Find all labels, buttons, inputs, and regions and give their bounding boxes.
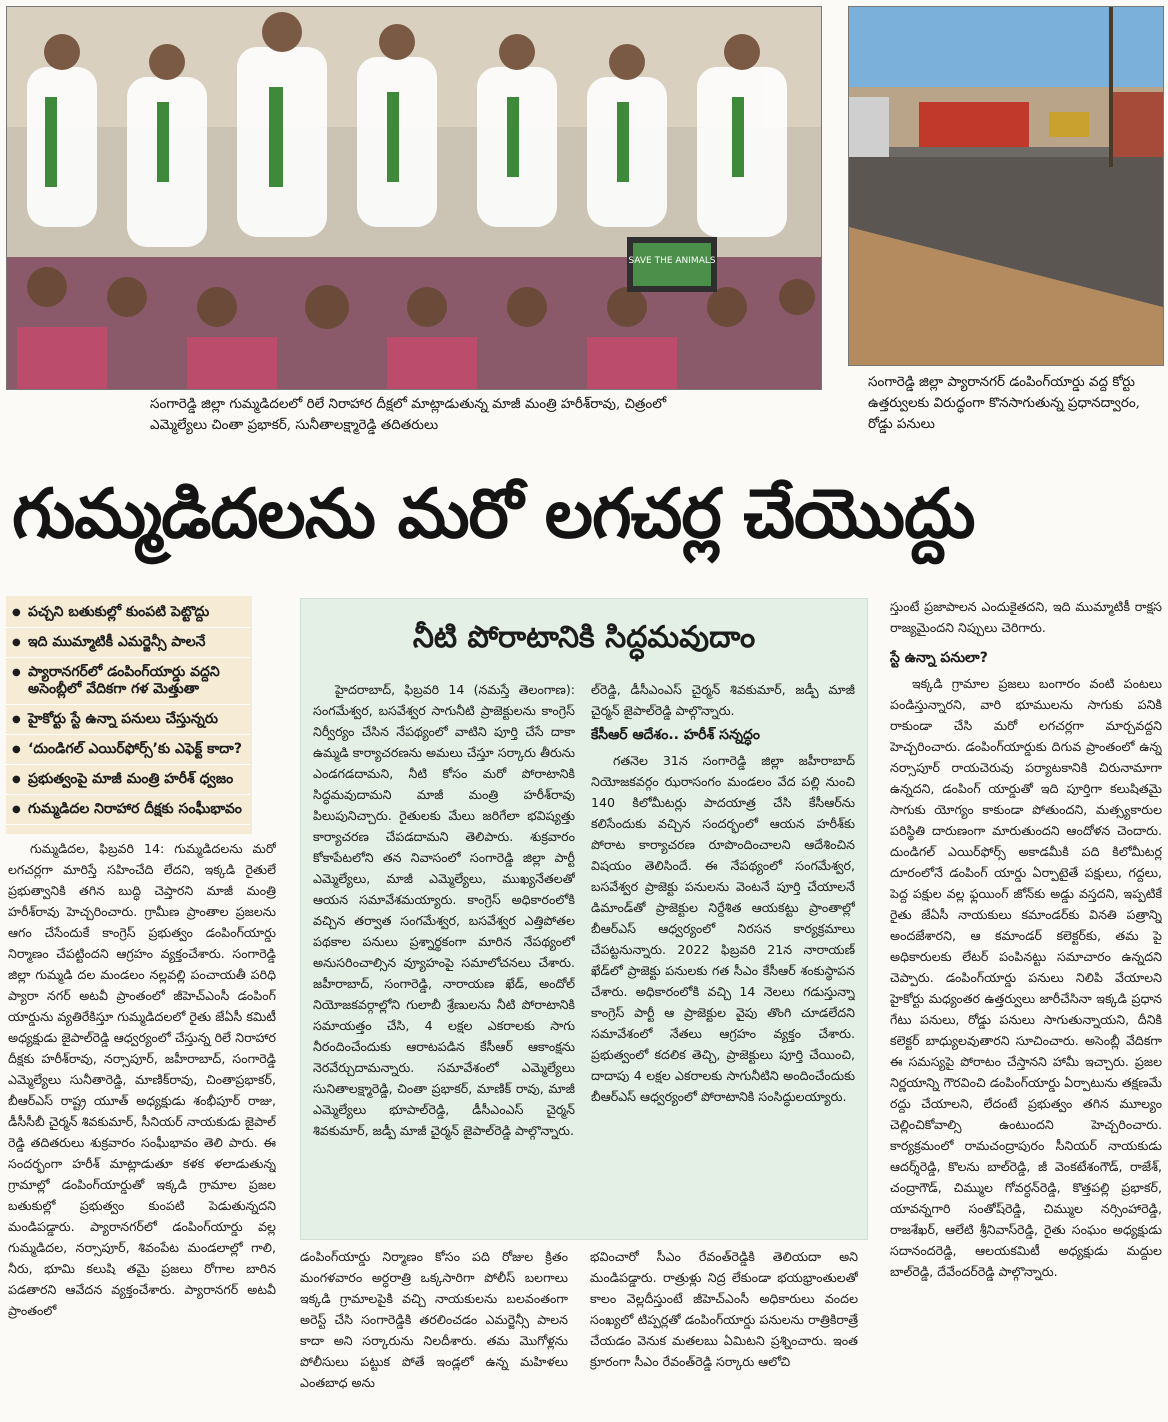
info-box-paragraph: గతనెల 31న సంగారెడ్డి జిల్లా జహీరాబాద్‌ నియోజకవర్గం ఝరాసంగం మండలం వేద పల్లి నుంచి 140 కిలోమీటర్లు పాదయాత్ర చేసి కేసీఆర్‌ను కలిసేందుకు వచ్చిన సందర్భంలో ఆయన హరీశ్‌కు పోరాట కార్యాచరణ రూపొందించాలని ఆదేశించిన విషయం తెలిసిందే. ఈ నేపథ్యంలో సంగమేశ్వర, బసవేశ్వర ప్రాజెక్టు పనులను వెంటనే పూర్తి చేయాలనే డిమాండ్‌తో ప్రాజెక్టుల నిర్దేశిత ఆయకట్టు ప్రాంతాల్లో బీఆర్‌ఎస్‌ ఆధ్వర్యంలో నిరసన కార్యక్రమాలు చేపట్టనున్నారు. 2022 ఫిబ్రవరి 21న నారాయణ్‌ ఖేడ్‌లో ప్రాజెక్టు పనులకు గత సీఎం కేసీఆర్‌ శంకుస్థాపన చేశారు. అధికారంలోకి వచ్చి 14 నెలలు గడుస్తున్నా కాంగ్రెస్‌ పార్టీ ఆ ప్రాజెక్టుల వైపు తొంగి చూడలేదని సమావేశంలో నేతలు ఆగ్రహం వ్యక్తం చేశారు. ప్రభుత్వంలో కదలిక తెచ్చి, ప్రాజెక్టులు పూర్తి చేయించి, దాదాపు 4 లక్షల ఎకరాలకు సాగునీటిని అందించేందుకు బీఆర్‌ఎస్‌ ఆధ్వర్యంలో పోరాటానికి సంసిద్ధులయ్యారు. [591,753,855,1104]
article-paragraph: డంపింగ్‌యార్డు నిర్మాణం కోసం పది రోజుల క్రితం మంగళవారం అర్ధరాత్రి ఒక్కసారిగా పోలీస్‌ బలగాలు ఇక్కడి గ్రామాలపైకి వచ్చి నాయకులను బలవంతంగా అరెస్ట్‌ చేసి సంగారెడ్డికి తరలించడం ఎమర్జెన్సీ పాలన కాదా అని సర్కారును నిలదీశారు. తమ మొగోళ్లను పోలీసులు పట్టుక పోతే ఇండ్లలో ఉన్న మహిళలు ఎంతబాధ అను [300,1249,568,1390]
article-paragraph: భవించారో సీఎం రేవంత్‌రెడ్డికి తెలియదా అని మండిపడ్డారు. రాత్రుళ్లు నిద్ర లేకుండా భయభ్రాంతులతో కాలం వెల్లదీస్తుంటే జీహెచ్‌ఎంసీ అధికారులు వందల సంఖ్యలో టిప్పర్లతో డంపింగ్‌యార్డు పనులను రాత్రికిరాత్రే చేయడం వెనుక మతలబు ఏమిటని ప్రశ్నించారు. ఇంత క్రూరంగా సీఎం రేవంత్‌రెడ్డి సర్కారు ఆలోచి [590,1249,858,1369]
highlight-item: ● ఇది ముమ్మాటికీ ఎమర్జెన్సీ పాలనే [6,628,250,658]
protest-photo [6,6,822,390]
info-box [300,598,868,1240]
article-paragraph: స్తుంటే ప్రజాపాలన ఎందుకైతదని, ఇది ముమ్మాటికీ రాక్షస రాజ్యమైందని నిప్పులు చెరిగారు. [890,599,1162,635]
info-box-column-a [313,679,575,1227]
highlight-item: ● ప్యారానగర్‌లో డంపింగ్‌యార్డు వద్దని అసెంబ్లీలో వేదికగా గళ మెత్తుతా [6,658,250,705]
highlight-item: ● హైకోర్టు స్టే ఉన్నా పనులు చేస్తున్నరు [6,705,250,735]
info-box-column-b [591,679,855,1227]
left-photo-caption: సంగారెడ్డి జిల్లా గుమ్మడిదలలో రిలే నిరాహార దీక్షలో మాట్లాడుతున్న మాజీ మంత్రి హరీశ్‌రావు, చిత్రంలో ఎమ్మెల్యేలు చింతా ప్రభాకర్‌, సునీతాలక్ష్మారెడ్డి తదితరులు [150,396,667,433]
dumping-yard-photo [848,6,1164,366]
dumping-yard-photo-illustration [849,7,1163,365]
highlight-item: ● ‘దుండిగల్‌ ఎయిర్‌ఫోర్స్‌’కు ఎఫెక్ట్‌ కాదా? [6,735,250,765]
highlights-box [6,596,252,834]
article-column-2 [300,1246,568,1416]
article-column-1 [8,838,276,1416]
info-box-title: నీటి పోరాటానికి సిద్ధమవుదాం [412,620,756,655]
info-box-intro: ల్‌రెడ్డి, డీసీఎంఎస్‌ చైర్మన్‌ శివకుమార్‌, జడ్పీ మాజీ చైర్మన్‌ జైపాల్‌రెడ్డి పాల్గొన్నారు. [591,682,855,718]
info-box-paragraph: హైదరాబాద్‌, ఫిబ్రవరి 14 (నమస్తే తెలంగాణ): సంగమేశ్వర, బసవేశ్వర సాగునీటి ప్రాజెక్టులను కాంగ్రెస్‌ నిర్వీర్యం చేసిన నేపథ్యంలో వాటిని పూర్తి చేసే దాకా ఉమ్మడి కార్యాచరణను అమలు చేస్తూ సర్కారు తీరును ఎండగడదామని, నీటి కోసం మరో పోరాటానికి సిద్ధమవుదామని మాజీ మంత్రి హరీశ్‌రావు పిలుపునిచ్చారు. రైతులకు మేలు జరిగేలా భవిష్యత్తు కార్యాచరణ చేపడదామని తెలిపారు. శుక్రవారం కోకాపేటలోని తన నివాసంలో సంగారెడ్డి జిల్లా పార్టీ ఎమ్మెల్యేలు, మాజీ ఎమ్మెల్యేలు, ముఖ్యనేతలతో ఆయన సమావేశమయ్యారు. కాంగ్రెస్‌ అధికారంలోకి వచ్చిన తర్వాత సంగమేశ్వర, బసవేశ్వర ఎత్తిపోతల పథకాల పనులు ప్రశ్నార్థకంగా మారిన నేపథ్యంలో అనుసరించాల్సిన వ్యూహంపై సమాలోచనలు చేశారు. జహీరాబాద్‌, సంగారెడ్డి, నారాయణ ఖేడ్‌, అందోల్‌ నియోజకవర్గాల్లోని గులాబీ శ్రేణులను నీటి పోరాటానికి సమాయత్తం చేసి, 4 లక్షల ఎకరాలకు సాగు నీరందించేందుకు ఆరాటపడిన కేసీఆర్‌ ఆకాంక్షను నెరవేర్చుదామన్నారు. సమావేశంలో ఎమ్మెల్యేలు సునితాలక్ష్మారెడ్డి, చింతా ప్రభాకర్‌, మాణిక్‌ రావు, మాజీ ఎమ్మెల్యేలు భూపాల్‌రెడ్డి, డీసీఎంఎస్‌ చైర్మన్‌ శివకుమార్‌, జడ్పీ మాజీ చైర్మన్‌ జైపాల్‌రెడ్డి పాల్గొన్నారు. [313,682,575,1138]
protest-photo-illustration [7,7,821,389]
info-box-subhead: కేసీఆర్‌ ఆదేశం.. హరీశ్‌ సన్నద్ధం [591,727,760,743]
right-photo-caption: సంగారెడ్డి జిల్లా ప్యారానగర్‌ డంపింగ్‌యార్డు వద్ద కోర్టు ఉత్తర్వులకు విరుద్ధంగా కొనసాగుతున్న ప్రధానద్వారం, రోడ్డు పనులు [868,374,1140,432]
placard-text: SAVE THE ANIMALS [628,256,716,266]
article-paragraph: గుమ్మడిదల, ఫిబ్రవరి 14: గుమ్మడిదలను మరో లగచర్లగా మారిస్తే సహించేది లేదని, ఇక్కడి రైతులే ప్రభుత్వానికి తగిన బుద్ధి చెప్తారని మాజీ మంత్రి హరీశ్‌రావు హెచ్చరించారు. గ్రామీణ ప్రాంతాల ప్రజలను ఆగం చేసేందుకే కాంగ్రెస్‌ ప్రభుత్వం డంపింగ్‌యార్డు నిర్మాణం చేపట్టిందని ఆగ్రహం వ్యక్తంచేశారు. సంగారెడ్డి జిల్లా గుమ్మడి దల మండలం నల్లవల్లి పంచాయతీ పరిధి ప్యారా నగర్‌ అటవీ ప్రాంతంలో జీహెచ్‌ఎంసీ డంపింగ్‌ యార్డును వ్యతిరేకిస్తూ గుమ్మడిదలలో రైతు జేఏసీ కమిటీ అధ్యక్షుడు జైపాల్‌రెడ్డి ఆధ్వర్యంలో చేస్తున్న రిలే నిరాహార దీక్షకు హరీశ్‌రావు, నర్సాపూర్‌, జహీరాబాద్‌, సంగారెడ్డి ఎమ్మెల్యేలు సునీతారెడ్డి, మాణిక్‌రావు, చింతాప్రభాకర్‌, బీఆర్‌ఎస్‌ రాష్ట్ర యూత్‌ అధ్యక్షుడు శంభీపూర్‌ రాజు, డీసీసీబీ చైర్మన్‌ శివకుమార్‌, సీనియర్‌ నాయకుడు జైపాల్‌ రెడ్డి తదితరులు శుక్రవారం సంఘీభావం తెలి పారు. ఈ సందర్భంగా హరీశ్‌ మాట్లాడుతూ కళక ళలాడుతున్న గ్రామాల్లో డంపింగ్‌యార్డుతో ఇక్కడి గ్రామాల ప్రజల బతుకుల్లో ప్రభుత్వం కుంపటి పెడుతున్నదని మండిపడ్డారు. ప్యారానగర్‌లో డంపింగ్‌యార్డు వల్ల గుమ్మడిదల, నర్సాపూర్‌, శివంపేట మండలాల్లో గాలి, నీరు, భూమి కలుషి తమై ప్రజలు రోగాల బారిన పడతారని ఆవేదన వ్యక్తంచేశారు. ప్యారానగర్‌ అటవీ ప్రాంతంలో [8,841,276,1318]
article-column-4 [890,596,1162,1416]
column-subhead: స్టే ఉన్నా పనులా? [890,650,988,666]
headline: గుమ్మడిదలను మరో లగచర్ల చేయొద్దు [12,475,975,554]
highlight-item: ● పచ్చని బతుకుల్లో కుంపటి పెట్టొద్దు [6,598,250,628]
article-column-3 [590,1246,858,1416]
highlight-item: ● ప్రభుత్వంపై మాజీ మంత్రి హరీశ్‌ ధ్వజం [6,765,250,795]
article-paragraph: ఇక్కడి గ్రామాల ప్రజలు బంగారం వంటి పంటలు పండిస్తున్నారని, వారి భూములను సాగుకు పనికి రాకుండా చేసి మరో లగచర్లగా మార్చవద్దని హెచ్చరించారు. డంపింగ్‌యార్డుకు దిగువ ప్రాంతంలో ఉన్న నర్సాపూర్‌ రాయచెరువు పర్యాటకానికి చిరునామాగా ఉన్నదని, డంపింగ్‌ యార్డుతో ఇది పూర్తిగా కలుషితమై సాగుకు యోగ్యం కాకుండా పోతుందని, మత్స్యకారుల పరిస్థితి దారుణంగా మారుతుందని ఆందోళన చెందారు. దుండిగల్‌ ఎయిర్‌ఫోర్స్‌ అకాడమీకి పది కిలోమీటర్ల దూరంలోనే డంపింగ్‌ యార్డు ఏర్పాటైతే పక్షులు, గద్దలు, పెద్ద పక్షుల వల్ల ఫ్లయింగ్‌ జోన్‌కు అడ్డు వస్తదని, ఇప్పటికే రైతు జేఏసీ నాయకులు కమాండర్‌కు వినతి పత్రాన్ని అందజేశారని, ఆ కమాండర్‌ కలెక్టర్‌కు, తమ పై అధికారులకు లేటర్‌ పంపినట్టు సమాచారం ఉన్నదని చెప్పారు. డంపింగ్‌యార్డు పనులు నిలిపి వేయాలని హైకోర్టు మధ్యంతర ఉత్తర్వులు జారీచేసినా ఇక్కడి ప్రధాన గేటు పనులు, రోడ్డు పనులు సాగుతున్నాయని, దీనికి కలెక్టర్‌ బాధ్యులవుతారని సూచించారు. అసెంబ్లీ వేదికగా ఈ సమస్యపై పోరాటం చేస్తానని హామీ ఇచ్చారు. ప్రజల నిర్ణయాన్ని గౌరవించి డంపింగ్‌యార్డు ఏర్పాటును తక్షణమే రద్దు చేయాలని, లేదంటే ప్రభుత్వం తగిన మూల్యం చెల్లించికోవాల్సి ఉంటుందని హెచ్చరించారు. కార్యక్రమంలో రామచంద్రాపురం సీనియర్‌ నాయకుడు ఆదర్శ్‌రెడ్డి, కొలను బాల్‌రెడ్డి, జీ వెంకటేశంగౌడ్‌, రాజేశ్‌, చంద్రాగౌడ్‌, చిమ్ముల గోవర్ధన్‌రెడ్డి, కొత్తపల్లి ప్రభాకర్‌, యావన్నగారి సంతోష్‌రెడ్డి, చిమ్ముల నర్సింహారెడ్డి, రాజశేఖర్‌, ఆలేటి శ్రీనివాస్‌రెడ్డి, రైతు సంఘం అధ్యక్షుడు సదానందరెడ్డి, ఆలయకమిటీ అధ్యక్షుడు మద్దుల బాల్‌రెడ్డి, దేవేందర్‌రెడ్డి పాల్గొన్నారు. [890,676,1162,1279]
highlight-item: ● గుమ్మడిదల నిరాహార దీక్షకు సంఘీభావం [6,795,250,825]
